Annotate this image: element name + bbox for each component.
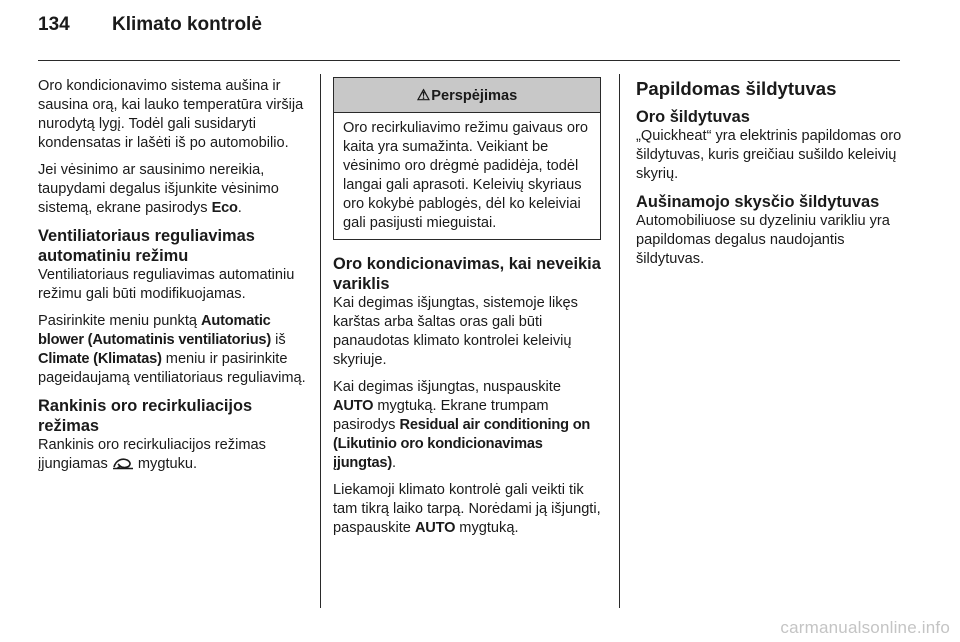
column-2 bbox=[333, 77, 601, 546]
paragraph-recirculation: Rankinis oro recirkuliacijos režimas įjungiamas mygtuku. bbox=[38, 436, 310, 476]
heading-coolant-heater: Aušinamojo skysčio šildytuvas bbox=[636, 193, 880, 211]
heading-auto-blower: Ventiliatoriaus reguliavimas automatiniu režimu bbox=[38, 227, 255, 265]
menu-climate: Climate (Klimatas) bbox=[38, 351, 162, 367]
paragraph-ac-intro: Oro kondicionavimo sistema aušina ir sausina orą, kai lauko temperatūra viršija nurodytą lygį. Todėl gali susidaryti kondensatas ir lašėti iš po automobilio. bbox=[38, 78, 304, 151]
paragraph-auto-press: Kai degimas išjungtas, nuspauskite AUTO mygtuką. Ekrane trumpam pasirodys Residual air conditioning on (Likutinio oro kondicionavimas įjungtas). bbox=[333, 379, 591, 471]
auto-button-label-2: AUTO bbox=[414, 520, 456, 536]
column-3 bbox=[636, 77, 904, 277]
paragraph-auto-blower: Ventiliatoriaus reguliavimas automatiniu režimu gali būti modifikuojamas. bbox=[38, 267, 295, 302]
page-title: Klimato kontrolė bbox=[112, 14, 262, 35]
paragraph-residual-air: Kai degimas išjungtas, sistemoje likęs karštas arba šaltas oras gali būti panaudotas klimato kontrolei keleivių skyriuje. bbox=[333, 295, 578, 368]
warning-box bbox=[333, 77, 601, 240]
paragraph-quickheat: „Quickheat“ yra elektrinis papildomas oro šildytuvas, kuris greičiau sušildo keleivių skyrių. bbox=[636, 128, 902, 182]
paragraph-residual-limit: Liekamoji klimato kontrolė gali veikti tik tam tikrą laiko tarpą. Norėdami ją išjungti, paspauskite AUTO mygtuką. bbox=[333, 482, 601, 536]
paragraph-eco: Jei vėsinimo ar sausinimo nereikia, taupydami degalus išjunkite vėsinimo sistemą, ekrane pasirodys Eco. bbox=[38, 162, 279, 216]
residual-ac-message: Residual air conditioning on (Likutinio oro kondicionavimas įjungtas) bbox=[333, 417, 591, 471]
page-number: 134 bbox=[38, 14, 70, 35]
warning-header bbox=[334, 78, 600, 113]
menu-item-automatic-blower: Automatic blower (Automatinis ventiliatorius) bbox=[38, 313, 272, 348]
heading-recirculation: Rankinis oro recirkuliacijos režimas bbox=[38, 397, 253, 435]
auto-button-label: AUTO bbox=[333, 398, 374, 414]
column-1 bbox=[38, 77, 310, 484]
page-header bbox=[38, 14, 262, 36]
watermark: carmanualsonline.info bbox=[780, 618, 950, 637]
paragraph-diesel-heater: Automobiliuose su dyzeliniu varikliu yra papildomas degalus naudojantis šildytuvas. bbox=[636, 213, 890, 267]
heading-auxiliary-heater: Papildomas šildytuvas bbox=[636, 78, 837, 99]
column-divider-1 bbox=[320, 74, 321, 608]
heading-air-heater: Oro šildytuvas bbox=[636, 108, 750, 126]
warning-title: Perspėjimas bbox=[431, 88, 518, 104]
warning-text: Oro recirkuliavimo režimu gaivaus oro kaita yra sumažinta. Veikiant be vėsinimo oro drėgmė padidėja, todėl langai gali aprasoti. Keleivių skyriaus oro kokybė pablogės, dėl ko keleiviai gali pasijusti mieguistai. bbox=[343, 120, 588, 231]
paragraph-menu: Pasirinkite meniu punktą Automatic blower (Automatinis ventiliatorius) iš Climate (Klimatas) meniu ir pasirinkite pageidaujamą ventiliatoriaus reguliavimą. bbox=[38, 313, 306, 386]
recirculation-icon bbox=[112, 456, 134, 476]
eco-label: Eco bbox=[211, 200, 238, 216]
header-rule bbox=[38, 60, 900, 61]
column-divider-2 bbox=[619, 74, 620, 608]
warning-triangle-icon: ⚠ bbox=[416, 87, 431, 104]
heading-ac-engine-off: Oro kondicionavimas, kai neveikia variklis bbox=[333, 255, 601, 293]
